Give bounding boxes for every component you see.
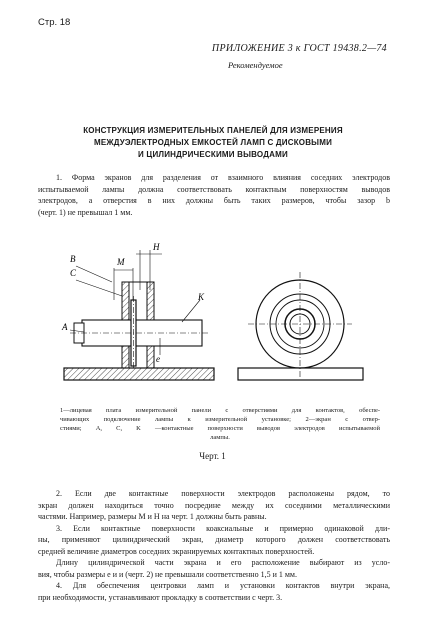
appendix-heading: ПРИЛОЖЕНИЕ 3 к ГОСТ 19438.2—74 [211, 43, 387, 54]
caption-line: 1—лицевая плата измерительной панели с отверстиями для контактов, обеспе- [60, 407, 380, 414]
text-line: 1. Форма экранов для разделения от взаимного влияния соседних электродов [56, 173, 390, 182]
text-line: электродов, а отверстия в них должны быть таких размеров, чтобы зазор b [38, 196, 390, 205]
label-c: C [70, 268, 77, 278]
caption-line: чивающих подключение лампы к измерительной установке; 2—экран с отвер- [60, 416, 380, 423]
figure-caption [60, 406, 380, 442]
caption-line: лампы. [210, 434, 230, 441]
text-line: Длину цилиндрической части экрана и его расположение выбирают из усло- [56, 558, 390, 567]
label-a: A [62, 322, 68, 332]
text-line: при необходимости, устанавливают прокладку в соответствии с черт. 3. [38, 592, 283, 602]
label-k: K [198, 292, 205, 302]
base-plate [64, 368, 214, 380]
text-line: (черт. 1) не превышал 1 мм. [38, 207, 133, 217]
label-b: B [70, 254, 76, 264]
text-line: средней величине диаметров соседних экранируемых контактных поверхностей. [38, 546, 315, 556]
title-line: МЕЖДУЭЛЕКТРОДНЫХ ЕМКОСТЕЙ ЛАМП С ДИСКОВЫМИ [93, 138, 333, 147]
page-number: Стр. 18 [38, 17, 71, 28]
section-view [64, 250, 214, 380]
label-e: e [156, 354, 160, 364]
figure-label: Черт. 1 [199, 451, 226, 461]
title-line: КОНСТРУКЦИЯ ИЗМЕРИТЕЛЬНЫХ ПАНЕЛЕЙ ДЛЯ ИЗМЕРЕНИЯ [83, 126, 343, 135]
caption-line: стиями; A, C, K —контактные поверхности выводов электродов испытываемой [60, 425, 380, 432]
text-line: ны, применяют цилиндрический экран, диаметр которого должен соответствовать [38, 535, 390, 544]
title-line: И ЦИЛИНДРИЧЕСКИМИ ВЫВОДАМИ [138, 150, 288, 159]
text-line: частями. Например, размеры M и H на черт. 1 должны быть равны. [38, 512, 267, 521]
text-line: экран должен находиться точно посредине между их соседними металлическими [38, 500, 390, 510]
label-m: M [117, 257, 125, 267]
text-line: вия, чтобы размеры e и и (черт. 2) не превышали соответственно 1,5 и 1 мм. [38, 569, 297, 579]
front-base [238, 368, 363, 380]
text-line: 2. Если две контактные поверхности электродов расположены рядом, то [56, 489, 390, 498]
text-line: испытываемой лампы должна соответствовать контактным поверхностям выводов [38, 184, 390, 194]
text-line: 4. Для обеспечения центровки ламп и установки контактов внутри экрана, [56, 581, 390, 590]
paragraph-2 [38, 488, 390, 603]
front-view [238, 272, 363, 380]
label-h: H [153, 242, 160, 252]
text-line: 3. Если контактные поверхности коаксиальные и примерно одинаковой дли- [56, 523, 390, 533]
status-note: Рекомендуемое [228, 60, 283, 70]
